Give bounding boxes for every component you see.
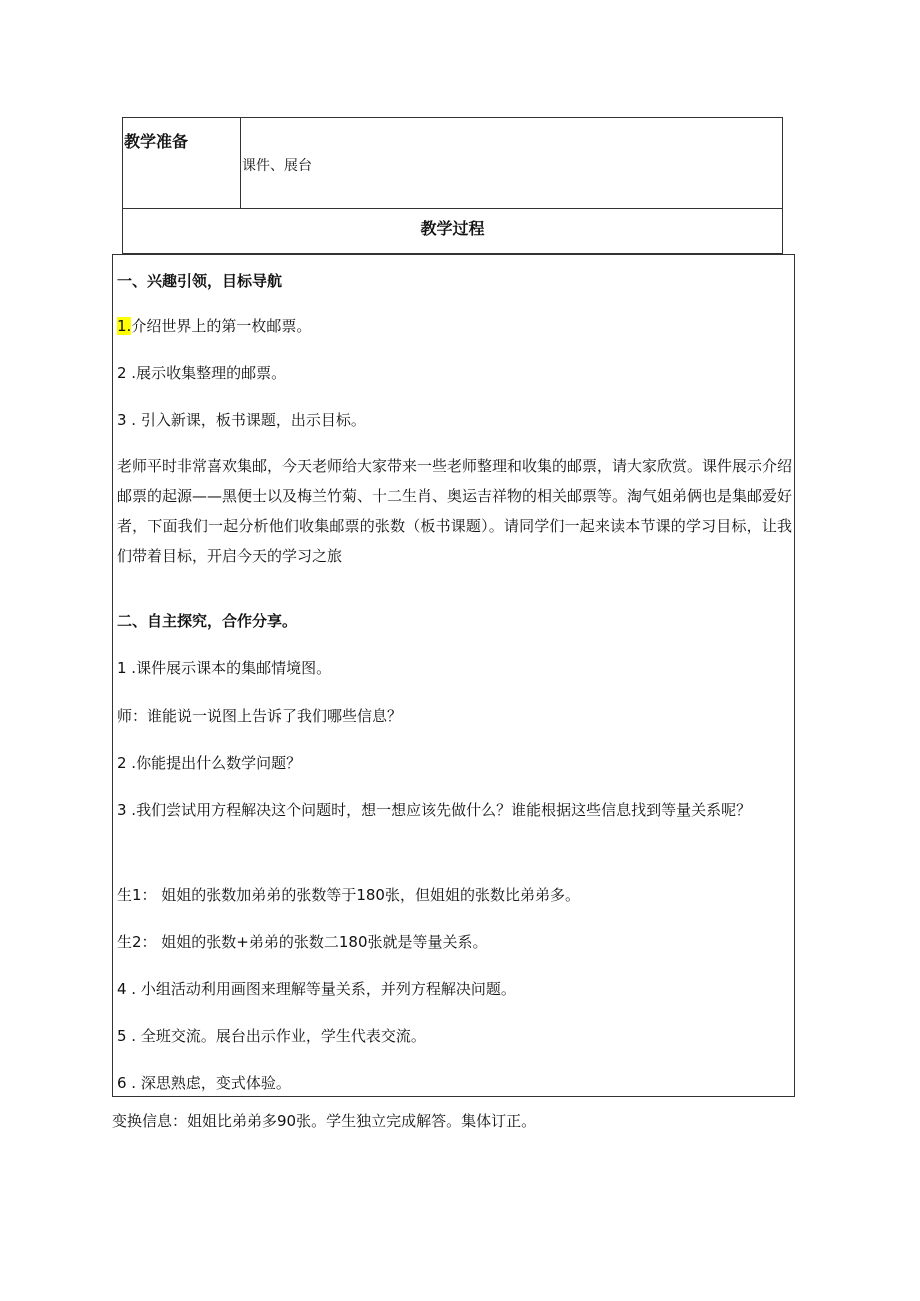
section1-item2: 2 .展示收集整理的邮票。 (117, 364, 287, 382)
section2-heading: 二、自主探究，合作分享。 (117, 612, 298, 630)
item1-number-highlight: 1. (117, 317, 132, 335)
item1-text: 介绍世界上的第一枚邮票。 (131, 317, 312, 335)
section1-item1 (117, 315, 311, 336)
section2-item4: 4 . 小组活动利用画图来理解等量关系，并列方程解决问题。 (117, 980, 516, 998)
prep-label: 教学准备 (123, 118, 241, 208)
section1-item3: 3 . 引入新课，板书课题，出示目标。 (117, 411, 366, 429)
section1-paragraph: 老师平时非常喜欢集邮，今天老师给大家带来一些老师整理和收集的邮票，请大家欣赏。课件展示介绍邮票的起源——黑便士以及梅兰竹菊、十二生肖、奥运吉祥物的相关邮票等。淘气姐弟俩也是集邮爱好者，下面我们一起分析他们收集邮票的张数（板书课题）。请同学们一起来读本节课的学习目标，让我们带着目标，开启今天的学习之旅 (117, 457, 793, 565)
section2-item6: 6 . 深思熟虑，变式体验。 (117, 1074, 291, 1092)
process-header: 教学过程 (123, 208, 782, 254)
section2-student1: 生1： 姐姐的张数加弟弟的张数等于180张，但姐姐的张数比弟弟多。 (117, 886, 580, 904)
variation-text: 变换信息：姐姐比弟弟多90张。学生独立完成解答。集体订正。 (112, 1112, 537, 1130)
section2-student2: 生2： 姐姐的张数+弟弟的张数二180张就是等量关系。 (117, 933, 488, 951)
section2-item1: 1 .课件展示课本的集邮情境图。 (117, 659, 332, 677)
section2-item3: 3 .我们尝试用方程解决这个问题时，想一想应该先做什么？谁能根据这些信息找到等量关系呢？ (117, 801, 752, 819)
section2-teacher: 师：谁能说一说图上告诉了我们哪些信息？ (117, 707, 403, 725)
section1-heading: 一、兴趣引领，目标导航 (117, 272, 283, 290)
section2-item2: 2 .你能提出什么数学问题？ (117, 754, 302, 772)
section2-item5: 5 . 全班交流。展台出示作业，学生代表交流。 (117, 1027, 426, 1045)
prep-value: 课件、展台 (242, 158, 312, 174)
prep-table (122, 117, 783, 254)
